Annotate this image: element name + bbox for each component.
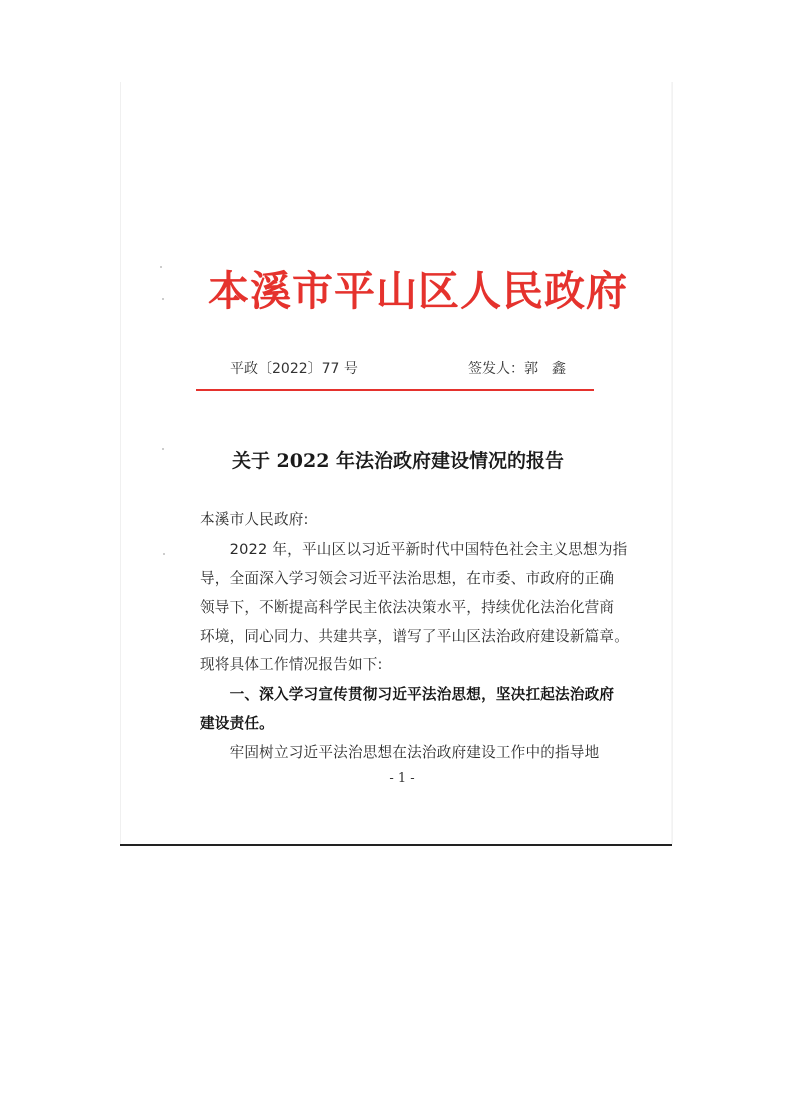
scan-speck <box>163 553 165 555</box>
red-divider-line <box>196 389 594 391</box>
body-line: 现将具体工作情况报告如下: <box>200 656 383 673</box>
document-number: 平政〔2022〕77 号 <box>230 361 358 377</box>
scan-speck <box>162 448 164 450</box>
section-heading-continued: 建设责任。 <box>200 715 274 732</box>
body-line: 牢固树立习近平法治思想在法治政府建设工作中的指导地 <box>200 744 600 761</box>
page-number: - 1 - <box>389 771 415 786</box>
scan-speck <box>160 266 162 268</box>
scan-speck <box>162 298 164 300</box>
body-line: 2022 年，平山区以习近平新时代中国特色社会主义思想为指 <box>200 541 628 558</box>
report-title: 关于 2022 年法治政府建设情况的报告 <box>231 450 565 472</box>
scan-edge-left <box>120 82 121 844</box>
section-heading: 一、深入学习宣传贯彻习近平法治思想，坚决扛起法治政府 <box>200 686 615 703</box>
body-line: 环境，同心同力、共建共享，谱写了平山区法治政府建设新篇章。 <box>200 628 630 645</box>
salutation: 本溪市人民政府: <box>200 511 309 528</box>
body-line: 领导下，不断提高科学民主依法决策水平，持续优化法治化营商 <box>200 599 615 616</box>
body-line: 导，全面深入学习领会习近平法治思想，在市委、市政府的正确 <box>200 570 615 587</box>
scan-edge-bottom <box>120 844 672 846</box>
signer: 签发人：郭 鑫 <box>468 361 566 377</box>
issuer-red-header: 本溪市平山区人民政府 <box>208 267 628 315</box>
